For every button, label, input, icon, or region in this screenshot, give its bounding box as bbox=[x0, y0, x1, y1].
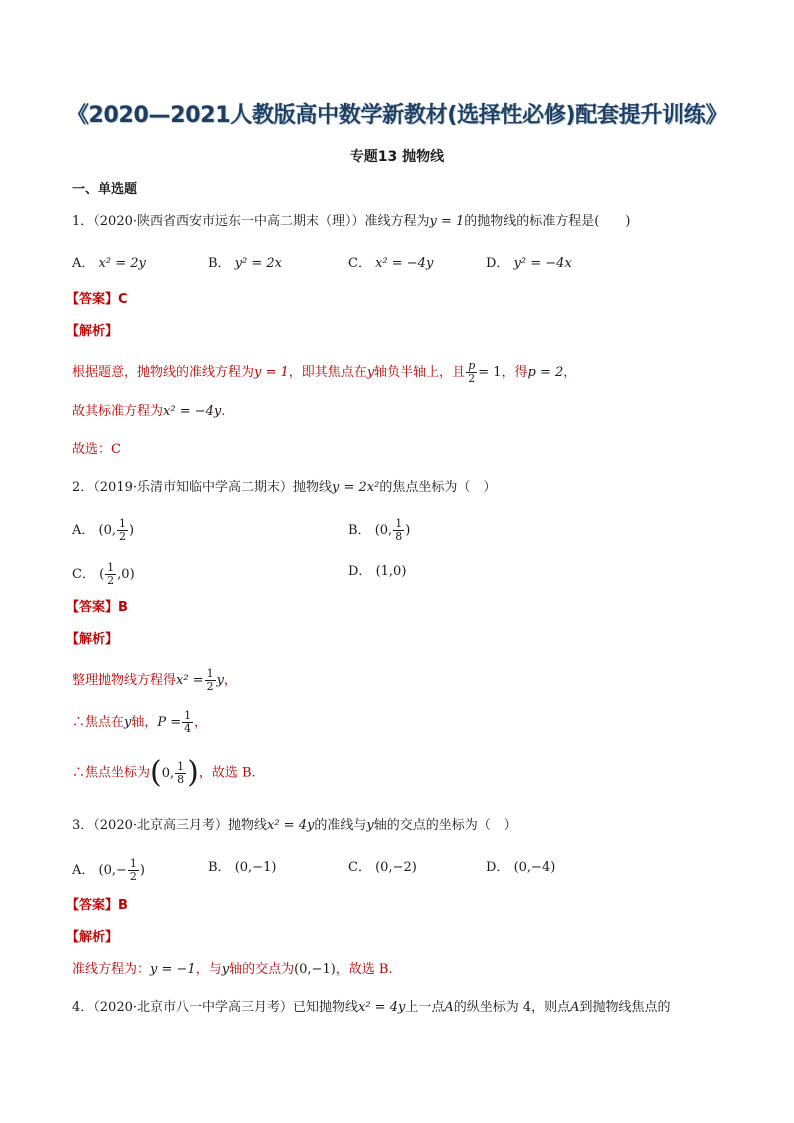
q1-option-b: B． y² = 2x bbox=[208, 256, 283, 271]
q2-option-a: A． (0, $\frac{1}{2}$ ) bbox=[72, 517, 135, 543]
q3-analysis-label: 【解析】 bbox=[66, 930, 119, 945]
q2-solution-line-2: ∴焦点在y轴，P = $\frac{1}{4}$ ， bbox=[72, 709, 208, 735]
q2-option-b: B． (0, $\frac{1}{8}$ ) bbox=[348, 517, 411, 543]
q3-option-a: A． (0,− $\frac{1}{2}$ ) bbox=[72, 857, 145, 883]
q2-stem: 2．（2019·乐清市知临中学高二期末）抛物线y = 2x²的焦点坐标为（ ） bbox=[72, 480, 497, 495]
q1-analysis-label: 【解析】 bbox=[66, 324, 119, 339]
q2-option-d: D． (1,0) bbox=[348, 564, 407, 579]
q2-option-c: C． ( $\frac{1}{2}$ ,0) bbox=[72, 561, 135, 587]
topic-title: 专题13 抛物线 bbox=[349, 149, 445, 165]
q3-stem: 3．（2020·北京高三月考）抛物线x² = 4y的准线与y轴的交点的坐标为（ ） bbox=[72, 818, 517, 833]
q3-option-c: C． (0,−2) bbox=[348, 860, 417, 875]
q1-option-a: A． x² = 2y bbox=[72, 256, 146, 271]
q2-answer: 【答案】B bbox=[66, 600, 128, 615]
q3-answer: 【答案】B bbox=[66, 898, 128, 913]
section-heading: 一、单选题 bbox=[72, 182, 138, 197]
q1-solution-line-3: 故选：C bbox=[72, 442, 121, 457]
q1-solution-line-1: 根据题意，抛物线的准线方程为y = 1，即其焦点在y轴负半轴上，且 $\frac{p}{2}$ = 1，得p = 2， bbox=[72, 359, 577, 385]
q3-option-b: B． (0,−1) bbox=[208, 860, 277, 875]
q2-analysis-label: 【解析】 bbox=[66, 632, 119, 647]
q1-stem: 1．（2020·陕西省西安市远东一中高二期末（理））准线方程为y = 1的抛物线的标准方程是( ) bbox=[72, 214, 631, 229]
q1-solution-line-2: 故其标准方程为x² = −4y. bbox=[72, 404, 226, 419]
q3-option-d: D． (0,−4) bbox=[486, 860, 556, 875]
q3-solution-line: 准线方程为：y = −1，与y轴的交点为(0,−1)，故选 B. bbox=[72, 962, 393, 977]
q2-solution-line-1: 整理抛物线方程得x² = $\frac{1}{2}$ y， bbox=[72, 667, 237, 693]
q1-answer: 【答案】C bbox=[66, 292, 128, 307]
q1-option-c: C． x² = −4y bbox=[348, 256, 434, 271]
q4-stem: 4．（2020·北京市八一中学高三月考）已知抛物线x² = 4y上一点A的纵坐标为 4，则点A到抛物线焦点的 bbox=[72, 1000, 671, 1015]
q2-solution-line-3: ∴焦点坐标为(0, $\frac{1}{8}$ )，故选 B. bbox=[72, 755, 256, 790]
q1-option-d: D． y² = −4x bbox=[486, 256, 572, 271]
q1-fraction-p-over-2: $\frac{p}{2}$ bbox=[468, 359, 476, 385]
document-banner-title: 《2020—2021人教版高中数学新教材(选择性必修)配套提升训练》 bbox=[66, 103, 728, 128]
